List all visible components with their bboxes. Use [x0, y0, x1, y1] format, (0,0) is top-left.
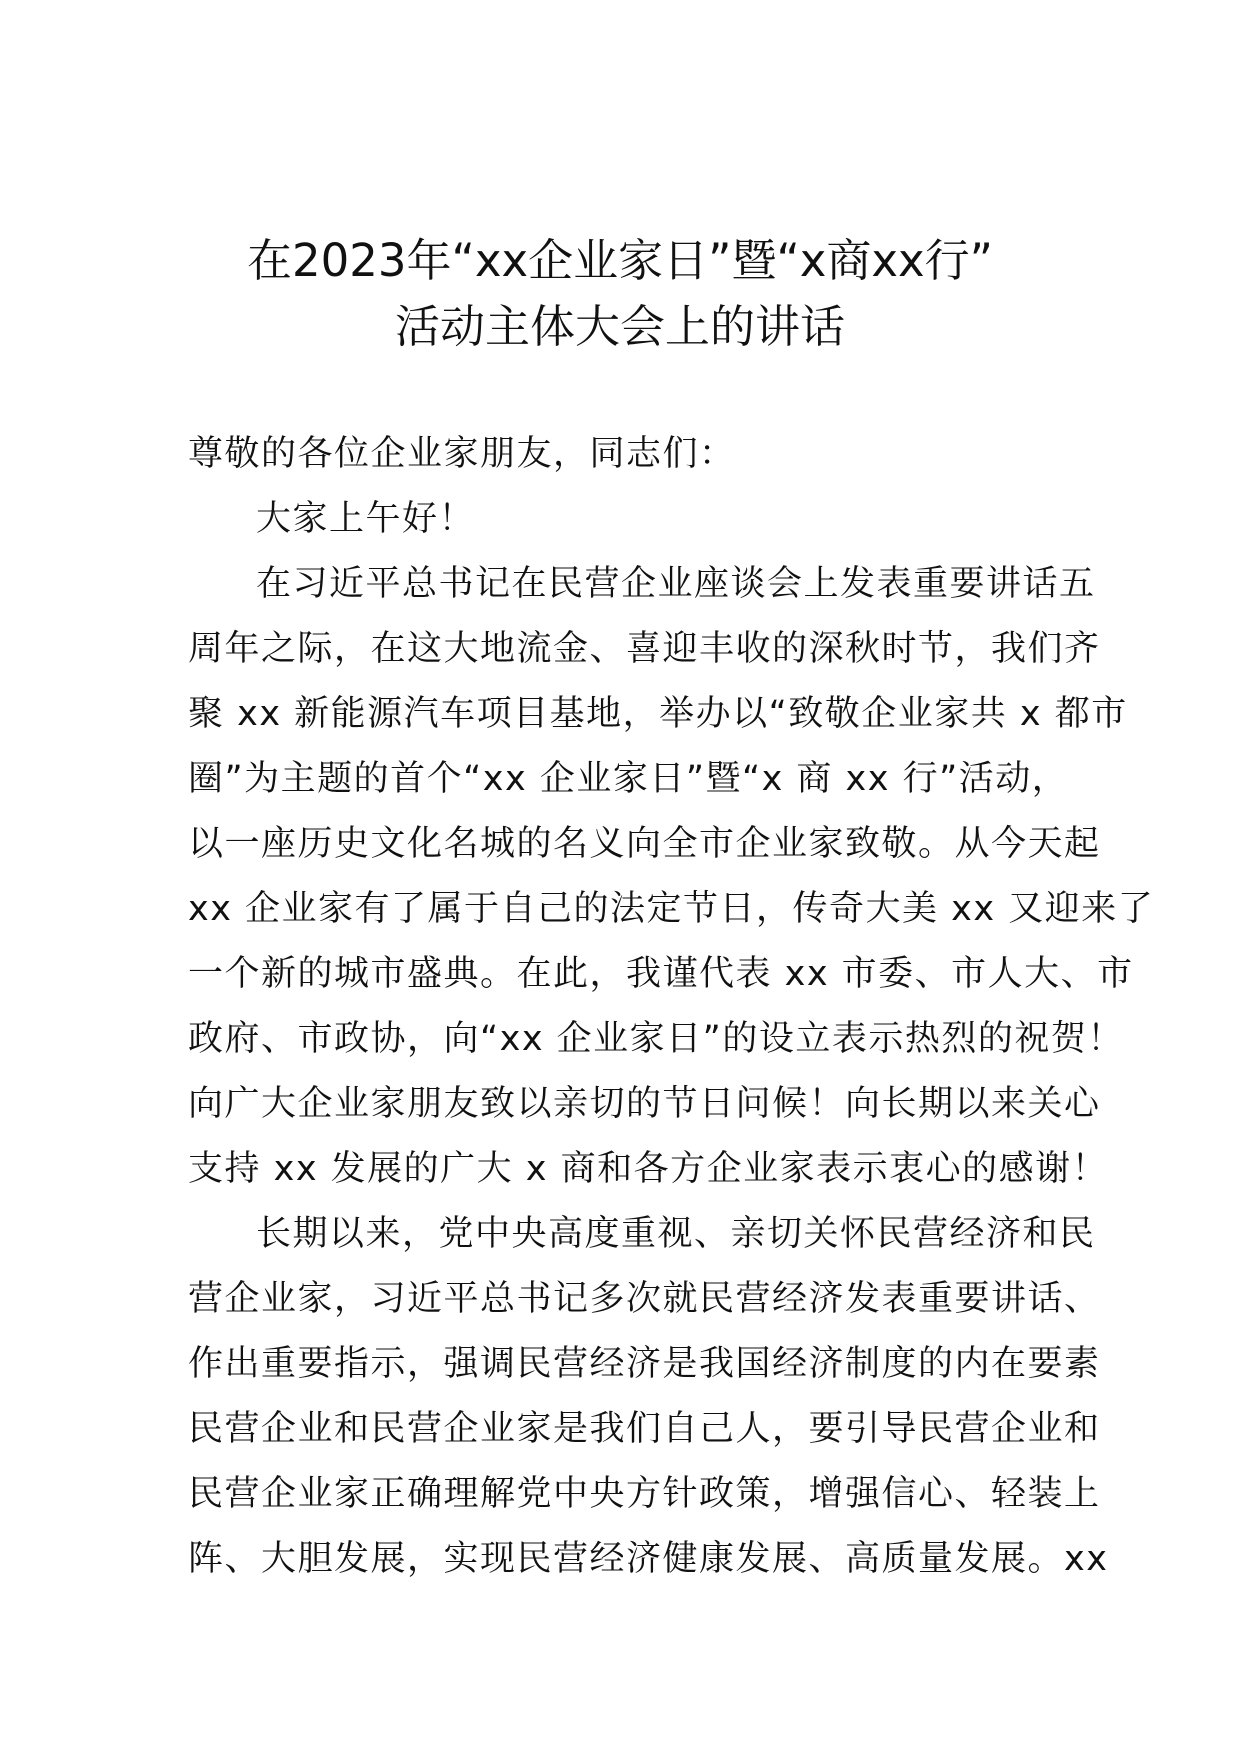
body-line: 民营企业家正确理解党中央方针政策，增强信心、轻装上 [188, 1474, 1101, 1514]
salutation: 尊敬的各位企业家朋友，同志们： [188, 434, 736, 474]
body-line: 营企业家，习近平总书记多次就民营经济发表重要讲话、 [188, 1279, 1101, 1319]
body-line: 圈”为主题的首个“xx 企业家日”暨“x 商 xx 行”活动， [188, 759, 1069, 799]
body-line: 在习近平总书记在民营企业座谈会上发表重要讲话五 [256, 564, 1096, 604]
body-line: 周年之际，在这大地流金、喜迎丰收的深秋时节，我们齐 [188, 629, 1101, 669]
body-line: xx 企业家有了属于自己的法定节日，传奇大美 xx 又迎来了 [188, 889, 1155, 929]
body-line: 向广大企业家朋友致以亲切的节日问候！向长期以来关心 [188, 1084, 1101, 1124]
document-title-line-1: 在2023年“xx企业家日”暨“x商xx行” [247, 234, 993, 287]
body-line: 以一座历史文化名城的名义向全市企业家致敬。从今天起 [188, 824, 1101, 864]
body-line: 支持 xx 发展的广大 x 商和各方企业家表示衷心的感谢！ [188, 1149, 1109, 1189]
body-line: 聚 xx 新能源汽车项目基地，举办以“致敬企业家共 x 都市 [188, 694, 1128, 734]
body-line: 作出重要指示，强调民营经济是我国经济制度的内在要素 [188, 1344, 1101, 1384]
body-line: 政府、市政协，向“xx 企业家日”的设立表示热烈的祝贺！ [188, 1019, 1124, 1059]
body-line: 阵、大胆发展，实现民营经济健康发展、高质量发展。xx [188, 1539, 1109, 1579]
greeting: 大家上午好！ [256, 499, 476, 539]
body-line: 民营企业和民营企业家是我们自己人，要引导民营企业和 [188, 1409, 1101, 1449]
document-title-line-2: 活动主体大会上的讲话 [394, 300, 845, 353]
body-line: 一个新的城市盛典。在此，我谨代表 xx 市委、市人大、市 [188, 954, 1134, 994]
body-line: 长期以来，党中央高度重视、亲切关怀民营经济和民 [256, 1214, 1096, 1254]
